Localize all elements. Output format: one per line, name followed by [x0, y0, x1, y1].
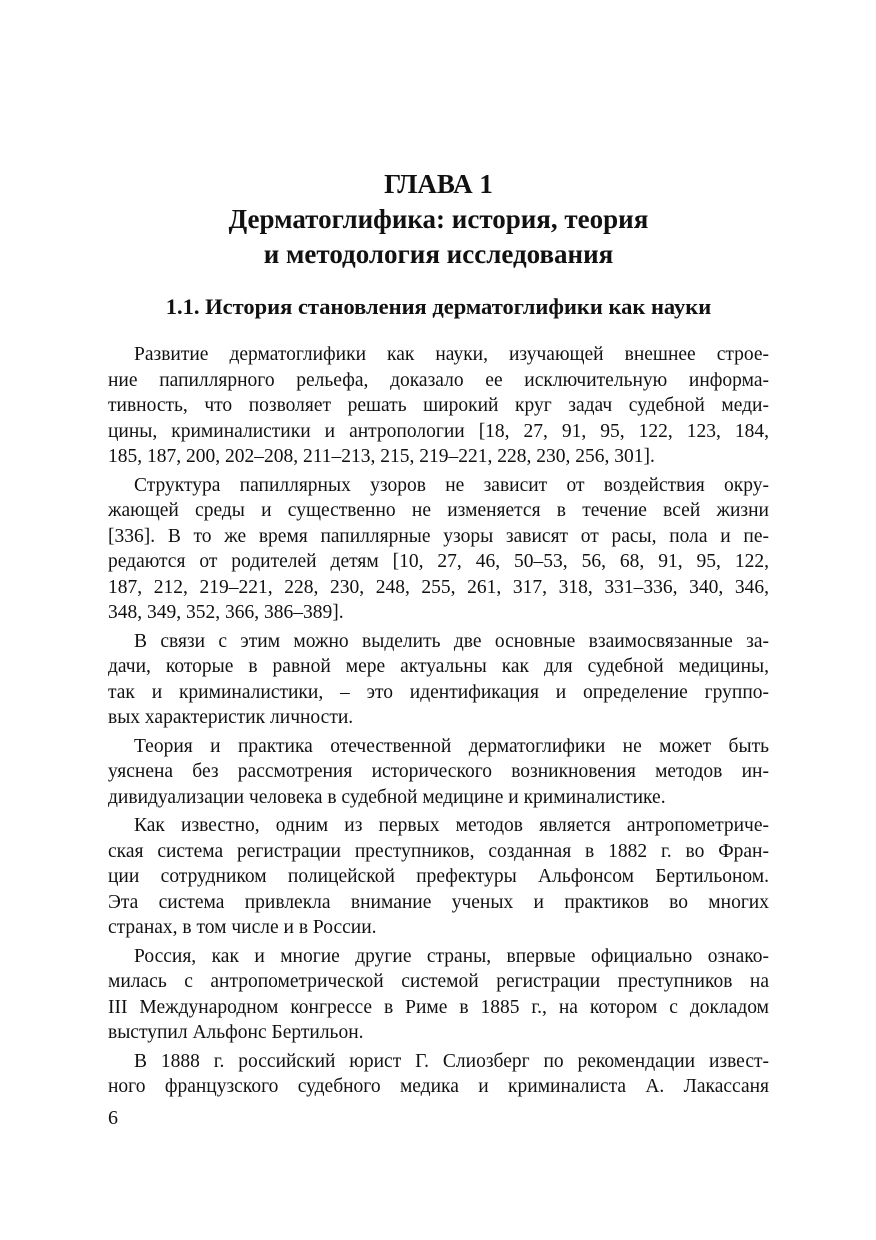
paragraph	[108, 1049, 769, 1100]
paragraph-line: уяснена без рассмотрения исторического возникновения методов ин-	[108, 761, 769, 782]
paragraph	[108, 813, 769, 941]
paragraph-line: 348, 349, 352, 366, 386–389].	[108, 602, 344, 623]
paragraph-line: 187, 212, 219–221, 228, 230, 248, 255, 261, 317, 318, 331–336, 340, 346,	[108, 576, 769, 598]
paragraph-line: Как известно, одним из первых методов является антропометриче-	[134, 815, 769, 836]
paragraph	[108, 944, 769, 1046]
chapter-title-line: и методология исследования	[263, 239, 614, 269]
paragraph-line: [336]. В то же время папиллярные узоры зависят от расы, пола и пе-	[108, 525, 769, 547]
paragraph-line: ская система регистрации преступников, созданная в 1882 г. во Фран-	[108, 840, 769, 862]
chapter-title	[108, 202, 769, 272]
paragraph-line: странах, в том числе и в России.	[108, 917, 377, 938]
paragraph-line: так и криминалистики, – это идентификация и определение группо-	[108, 681, 769, 703]
paragraph-line: Теория и практика отечественной дерматоглифики не может быть	[134, 735, 769, 757]
paragraph-line: ции сотрудником полицейской префектуры Альфонсом Бертильоном.	[108, 866, 769, 887]
paragraph-line: В связи с этим можно выделить две основные взаимосвязанные за-	[134, 630, 769, 652]
paragraph-line: редаются от родителей детям [10, 27, 46, 50–53, 56, 68, 91, 95, 122,	[108, 551, 769, 572]
paragraph-line: Россия, как и многие другие страны, впервые официально ознако-	[134, 945, 769, 967]
paragraph-line: выступил Альфонс Бертильон.	[108, 1022, 364, 1043]
paragraph-line: В 1888 г. российский юрист Г. Слиозберг по рекомендации извест-	[134, 1050, 769, 1072]
paragraph-line: вых характеристик личности.	[108, 707, 354, 728]
paragraph-line: ного французского судебного медика и криминалиста А. Лакассаня	[108, 1076, 769, 1097]
paragraph-line: ние папиллярного рельефа, доказало ее исключительную информа-	[108, 369, 769, 391]
paragraph-line: цины, криминалистики и антропологии [18, 27, 91, 95, 122, 123, 184,	[108, 420, 769, 442]
paragraph-line: Развитие дерматоглифики как науки, изучающей внешнее строе-	[134, 344, 769, 365]
paragraph-line: Структура папиллярных узоров не зависит от воздействия окру-	[134, 474, 769, 496]
paragraph-line: тивность, что позволяет решать широкий круг задач судебной меди-	[108, 395, 769, 416]
section-title: 1.1. История становления дерматоглифики как науки	[165, 294, 712, 319]
paragraph-line: III Международном конгрессе в Риме в 1885 г., на котором с докладом	[108, 996, 769, 1018]
paragraph	[108, 734, 769, 811]
paragraph-line: Эта система привлекла внимание ученых и практиков во многих	[108, 891, 769, 913]
page-number: 6	[108, 1107, 118, 1129]
document-page	[108, 0, 769, 1240]
body-text	[108, 342, 769, 1103]
chapter-title-line: Дерматоглифика: история, теория	[228, 204, 649, 234]
paragraph	[108, 473, 769, 626]
paragraph-line: жающей среды и существенно не изменяется в течение всей жизни	[108, 500, 769, 521]
paragraph	[108, 629, 769, 731]
chapter-label: ГЛАВА 1	[384, 169, 493, 199]
paragraph-line: дачи, которые в равной мере актуальны как для судебной медицины,	[108, 656, 769, 677]
paragraph-line: милась с антропометрической системой регистрации преступников на	[108, 971, 769, 992]
paragraph	[108, 342, 769, 470]
paragraph-line: дивидуализации человека в судебной медицине и криминалистике.	[108, 786, 666, 808]
paragraph-line: 185, 187, 200, 202–208, 211–213, 215, 219–221, 228, 230, 256, 301].	[108, 446, 655, 467]
